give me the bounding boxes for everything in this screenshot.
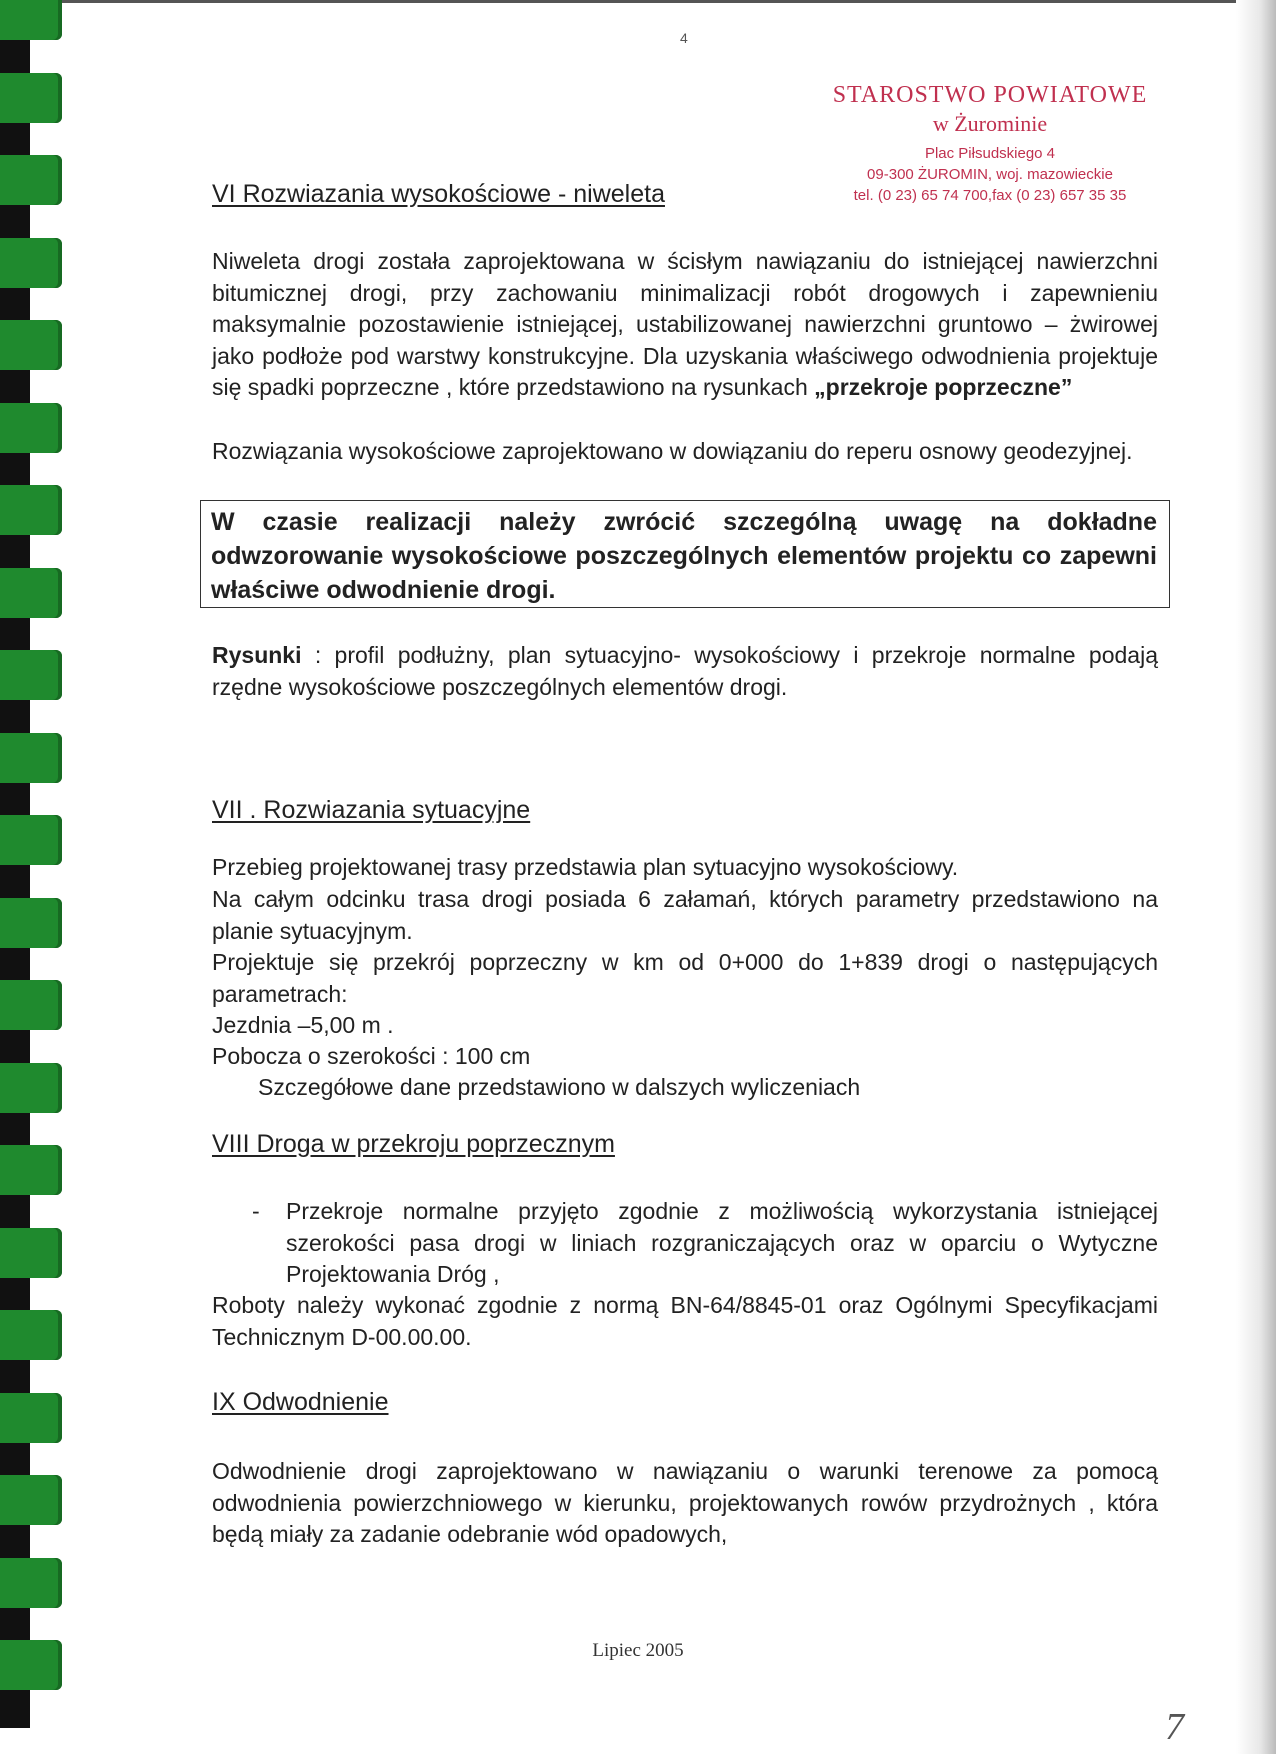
binding-ring [0, 1393, 62, 1443]
comb-binding [0, 0, 70, 1754]
binding-ring [0, 1558, 62, 1608]
section-7-line-6: Szczegółowe dane przedstawiono w dalszych wyliczeniach [258, 1074, 861, 1100]
binding-ring [0, 320, 62, 370]
stamp-line-4: 09-300 ŻUROMIN, woj. mazowieckie [867, 166, 1113, 183]
footer-date: Lipiec 2005 [592, 1640, 684, 1661]
bullet-dash: - [252, 1198, 260, 1224]
binding-ring [0, 238, 62, 288]
section-8-bullet [252, 1196, 1158, 1291]
rysunki-paragraph [212, 640, 1158, 703]
warning-box [200, 500, 1170, 608]
stamp-line-3: Plac Piłsudskiego 4 [924, 145, 1056, 162]
page-right-shadow [1236, 0, 1276, 1754]
section-7-line-1: Przebieg projektowanej trasy przedstawia plan sytuacyjno wysokościowy. [212, 854, 959, 880]
section-7-heading: VII . Rozwiazania sytuacyjne [212, 796, 531, 824]
top-mark: 4 [680, 30, 688, 46]
section-6-paragraph-2: Rozwiązania wysokościowe zaprojektowano w dowiązaniu do reperu osnowy geodezyjnej. [212, 438, 1133, 464]
binding-ring [0, 733, 62, 783]
section-9-paragraph: Odwodnienie drogi zaprojektowano w nawiązaniu o warunki terenowe za pomocą odwodnienia powierzchniowego w kierunku, projektowanych rowów przydrożnych , która będą miały za zadanie odebranie wód opadowych, [212, 1458, 1158, 1547]
office-stamp [800, 82, 1180, 204]
section-7-line-2: Na całym odcinku trasa drogi posiada 6 załamań, których parametry przedstawiono na planie sytuacyjnym. [212, 886, 1158, 944]
rysunki-label: Rysunki [212, 642, 302, 668]
binding-ring [0, 1475, 62, 1525]
stamp-line-2: w Żurominie [932, 111, 1048, 136]
section-7-line-3: Projektuje się przekrój poprzeczny w km od 0+000 do 1+839 drogi o następujących parametrach: [212, 949, 1158, 1007]
stamp-line-1: STAROSTWO POWIATOWE [832, 82, 1148, 108]
section-6-paragraph-1-text: Niweleta drogi została zaprojektowana w ścisłym nawiązaniu do istniejącej nawierzchni bitumicznej drogi, przy zachowaniu minimalizacji robót drogowych i zapewnieniu maksymalnie pozostawienie istniejącej, ustabilizowanej nawierzchni gruntowo – żwirowej jako podłoże pod warstwy konstrukcyjne. Dla uzyskania właściwego odwodnienia projektuje się spadki poprzeczne , które przedstawiono na rysunkach [212, 248, 1158, 400]
section-7-line-4: Jezdnia –5,00 m . [212, 1012, 394, 1038]
binding-ring [0, 568, 62, 618]
section-6-heading: VI Rozwiazania wysokościowe - niweleta [212, 180, 665, 208]
binding-ring [0, 650, 62, 700]
section-8-bullet-text: Przekroje normalne przyjęto zgodnie z możliwością wykorzystania istniejącej szerokości pasa drogi w liniach rozgraniczających oraz w oparciu o Wytyczne Projektowania Dróg , [286, 1198, 1158, 1287]
rysunki-text: : profil podłużny, plan sytuacyjno- wysokościowy i przekroje normalne podają rzędne wysokościowe poszczególnych elementów drogi. [212, 642, 1158, 700]
warning-box-text: W czasie realizacji należy zwrócić szczególną uwagę na dokładne odwzorowanie wysokościowe poszczególnych elementów projektu co zapewni właściwe odwodnienie drogi. [211, 508, 1157, 604]
binding-ring [0, 1228, 62, 1278]
binding-ring [0, 73, 62, 123]
section-9-heading: IX Odwodnienie [212, 1388, 389, 1416]
binding-ring [0, 485, 62, 535]
page-number: 7 [1165, 1706, 1184, 1748]
stamp-line-5: tel. (0 23) 65 74 700,fax (0 23) 657 35 35 [853, 187, 1127, 204]
section-6-paragraph-1-bold: „przekroje poprzeczne” [814, 374, 1073, 400]
binding-ring [0, 155, 62, 205]
binding-ring [0, 0, 62, 40]
binding-ring [0, 1063, 62, 1113]
binding-ring [0, 1310, 62, 1360]
binding-ring [0, 898, 62, 948]
section-6-paragraph-1 [212, 246, 1158, 404]
binding-ring [0, 980, 62, 1030]
binding-ring [0, 815, 62, 865]
section-7-line-5: Pobocza o szerokości : 100 cm [212, 1043, 531, 1069]
binding-ring [0, 1145, 62, 1195]
section-8-paragraph: Roboty należy wykonać zgodnie z normą BN-64/8845-01 oraz Ogólnymi Specyfikacjami Technicznym D-00.00.00. [212, 1292, 1158, 1350]
page-top-edge [0, 0, 1276, 3]
binding-ring [0, 403, 62, 453]
section-8-heading: VIII Droga w przekroju poprzecznym [212, 1130, 615, 1158]
